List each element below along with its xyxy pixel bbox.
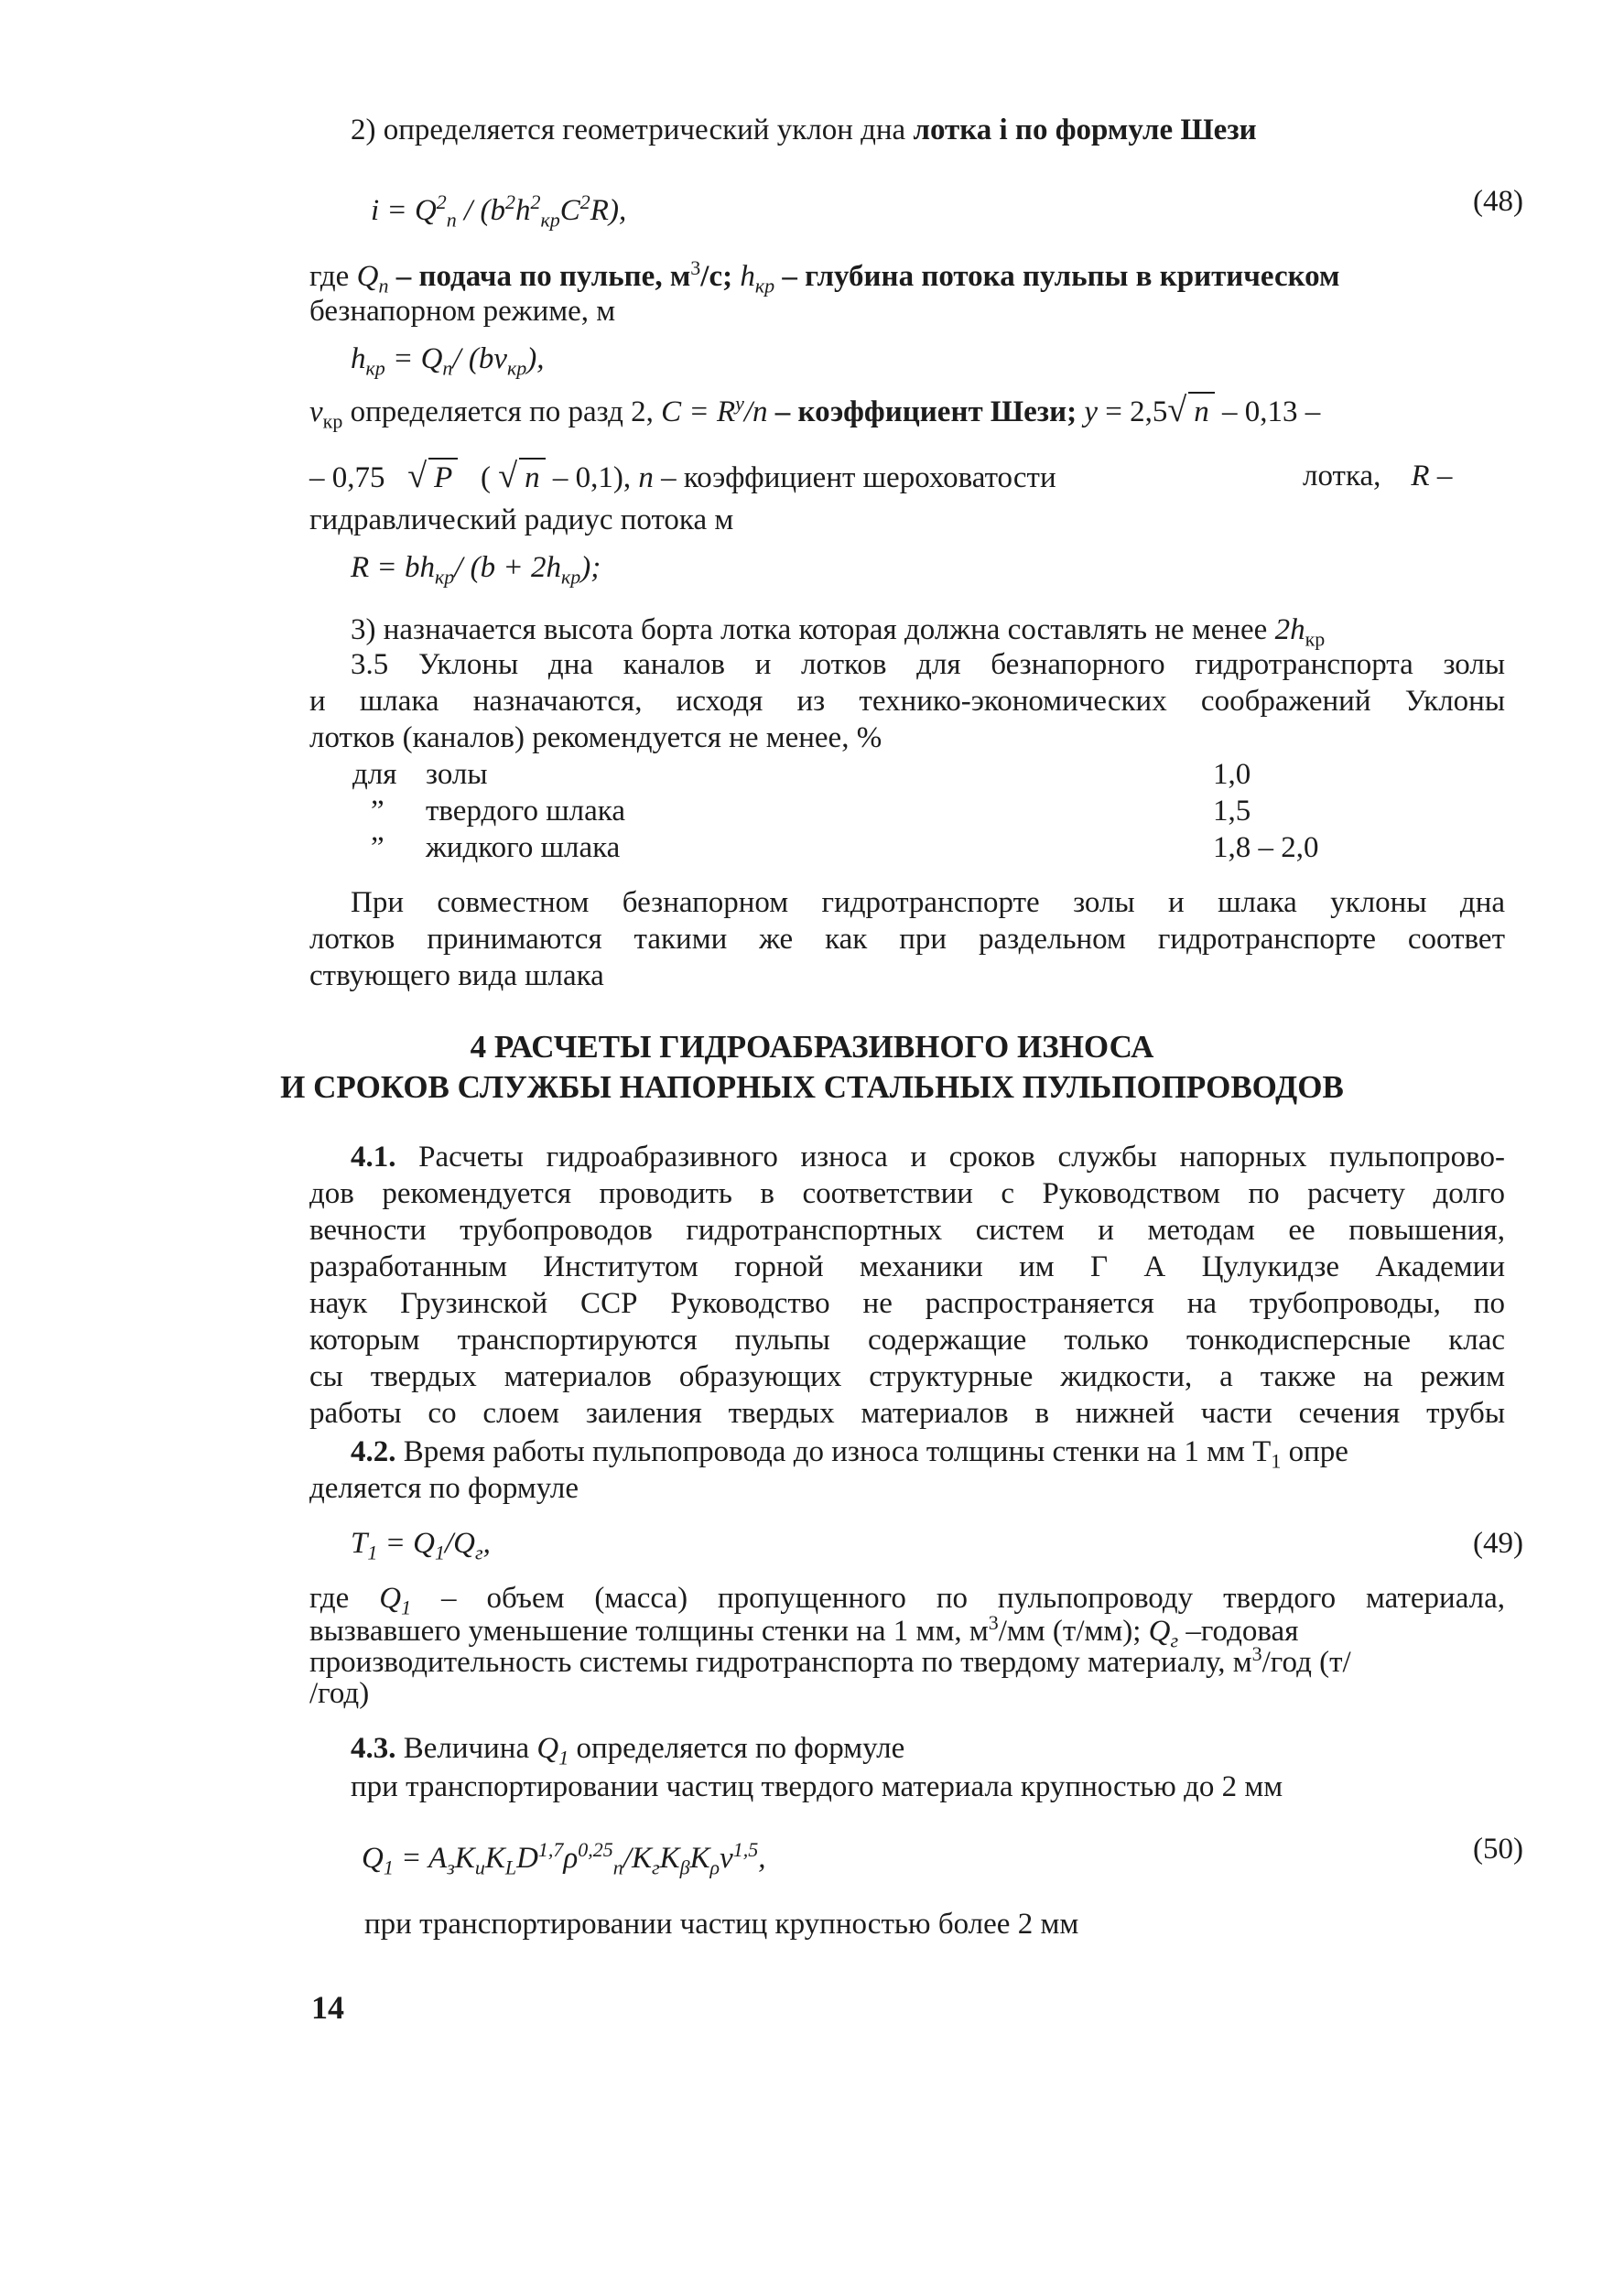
p41-line-1: 4.1. Расчеты гидроабразивного износа и сроков службы напорных пульпопрово- (351, 1141, 1505, 1174)
joint-line-1: При совместном безнапорном гидротранспорте золы и шлака уклоны дна (351, 886, 1505, 919)
item-3: 3) назначается высота борта лотка которая должна составлять не менее $2h_{кр}$ (351, 613, 1326, 651)
where2-line-2: вызвавшего уменьшение толщины стенки на 1 мм, $м^3/мм$ (т/мм); $Q_г$ –годовая (309, 1611, 1299, 1652)
vkr-line: $v_{кр}$ определяется по разд 2, $C = R^y/n$ – коэффициент Шези; y = 2,5√ n – 0,13 – (309, 391, 1321, 433)
p42-line-1: 4.2. Время работы пульпопровода до износа толщины стенки на 1 мм $T_1$ опре (351, 1435, 1348, 1473)
formula-48: $i = Q^2_п / (b^2h^2_{кр}C^2R)$, (371, 190, 627, 232)
coef-line: – 0,75 √ P ( √ n – 0,1), n – коэффициент шероховатости (309, 457, 1056, 495)
slope-solid-pre: ” (371, 795, 384, 828)
p41-line-3: вечности трубопроводов гидротранспортных систем и методам ее повышения, (309, 1214, 1505, 1247)
page-number: 14 (311, 1989, 344, 2026)
slope-solid-value: 1,5 (1213, 795, 1251, 828)
intro-text: 2) определяется геометрический уклон дна (351, 114, 906, 146)
slope-liquid-pre: ” (371, 831, 384, 864)
section-heading-line-1: 4 РАСЧЕТЫ ГИДРОАБРАЗИВНОГО ИЗНОСА (470, 1029, 1154, 1065)
regime-line: безнапорном режиме, м (309, 295, 616, 328)
intro-line (351, 112, 1257, 148)
p41-line-4: разработанным Институтом горной механики им Г А Цулукидзе Академии (309, 1250, 1505, 1283)
intro-bold: лотка i по формуле Шези (913, 114, 1257, 146)
where2-line-3: производительность системы гидротранспорта по твердому материалу, $м^3$/год (т/ (309, 1642, 1351, 1679)
p42-line-2: деляется по формуле (309, 1472, 579, 1505)
slope-solid-name: твердого шлака (426, 795, 625, 828)
slope-liquid-name: жидкого шлака (426, 831, 621, 864)
formula-R: $R = bh_{кр}/$ $(b + 2h_{кр})$; (351, 551, 601, 589)
p43-line-1: 4.3. Величина $Q_1$ определяется по формуле (351, 1732, 905, 1769)
last-line: при транспортировании частиц крупностью более 2 мм (364, 1908, 1079, 1941)
where2-line-4: /год) (309, 1677, 370, 1710)
equation-number-48: (48) (1473, 185, 1523, 218)
slope-liquid-value: 1,8 – 2,0 (1213, 831, 1319, 864)
p35-line-1: 3.5 Уклоны дна каналов и лотков для безнапорного гидротранспорта золы (351, 648, 1505, 681)
slope-ash-name: золы (426, 758, 488, 791)
equation-number-50: (50) (1473, 1833, 1523, 1866)
p41-line-2: дов рекомендуется проводить в соответствии с Руководством по расчету долго (309, 1177, 1505, 1210)
where2-line-1: где $Q_1$ – объем (масса) пропущенного по пульпопроводу твердого материала, (309, 1582, 1505, 1619)
section-heading-line-2: И СРОКОВ СЛУЖБЫ НАПОРНЫХ СТАЛЬНЫХ ПУЛЬПОПРОВОДОВ (280, 1069, 1344, 1105)
joint-line-2: лотков принимаются такими же как при раздельном гидротранспорте соответ (309, 923, 1505, 956)
formula-49: $T_1 = Q_1/Q_г$, (351, 1527, 491, 1564)
where-line-1: где $Q_п$ – подача по пульпе, $м^3/с$; $h_{кр}$ – глубина потока пульпы в критическом (309, 256, 1340, 298)
p43-line-2: при транспортировании частиц твердого материала крупностью до 2 мм (351, 1770, 1283, 1803)
slope-ash-value: 1,0 (1213, 758, 1251, 791)
equation-number-49: (49) (1473, 1527, 1523, 1560)
p35-line-2: и шлака назначаются, исходя из технико-экономических соображений Уклоны (309, 685, 1505, 718)
p41-line-5: наук Грузинской ССР Руководство не распространяется на трубопроводы, по (309, 1287, 1505, 1320)
hydraulic-radius-line: гидравлический радиус потока м (309, 503, 734, 536)
joint-line-3: ствующего вида шлака (309, 959, 604, 992)
formula-hkr: $h_{кр} = Q_п/$ $(bv_{кр})$, (351, 342, 545, 380)
coef-line-tail: лотка, R – (1303, 460, 1453, 492)
p41-line-8: работы со слоем заиления твердых материалов в нижней части сечения трубы (309, 1397, 1505, 1430)
slope-ash-pre: для (352, 758, 397, 791)
p35-line-3: лотков (каналов) рекомендуется не менее, % (309, 721, 882, 754)
p41-line-7: сы твердых материалов образующих структурные жидкости, а также на режим (309, 1360, 1505, 1393)
p41-line-6: которым транспортируются пульпы содержащие только тонкодисперсные клас (309, 1324, 1505, 1357)
formula-50: $Q_1 = A_зK_иK_LD^{1,7}\rho^{0,25}_п/K_гK_\beta K_\rho v^{1,5}$, (362, 1838, 766, 1879)
